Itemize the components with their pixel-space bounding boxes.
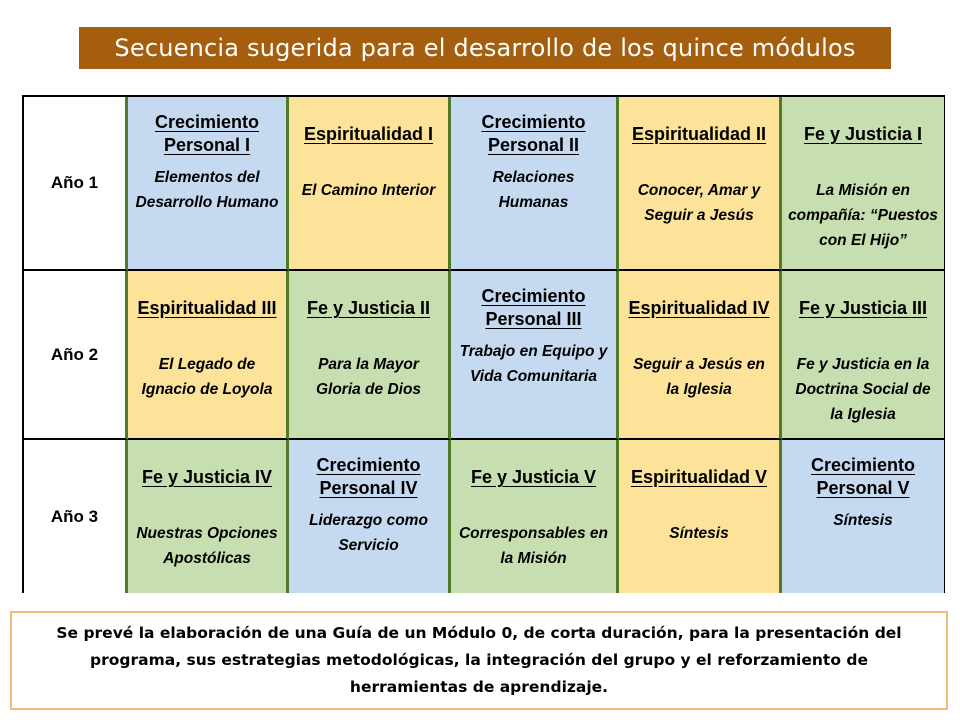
- module-cell: [128, 97, 289, 271]
- module-subtitle: Para la Mayor Gloria de Dios: [315, 356, 422, 398]
- module-title: Espiritualidad V: [630, 467, 768, 487]
- module-cell: [128, 440, 289, 593]
- module-cell: [289, 97, 451, 271]
- module-cell: [782, 271, 944, 440]
- module-subtitle: Conocer, Amar y Seguir a Jesús: [637, 182, 761, 224]
- module-subtitle: Seguir a Jesús en la Iglesia: [633, 356, 765, 398]
- module-subtitle: Corresponsables en la Misión: [458, 525, 609, 567]
- year-label: Año 1: [24, 97, 128, 271]
- module-subtitle: Síntesis: [669, 525, 729, 542]
- module-cell: [619, 271, 782, 440]
- module-cell: [619, 440, 782, 593]
- module-subtitle: Liderazgo como Servicio: [309, 512, 428, 554]
- module-cell: [289, 271, 451, 440]
- module-subtitle: Elementos del Desarrollo Humano: [135, 169, 279, 211]
- module-cell: [128, 271, 289, 440]
- footnote-box: Se prevé la elaboración de una Guía de un Módulo 0, de corta duración, para la presentación del programa, sus estrategias metodológicas, la integración del grupo y el reforzamiento de herramientas de aprendizaje.: [10, 611, 948, 710]
- module-cell: [619, 97, 782, 271]
- module-subtitle: Fe y Justicia en la Doctrina Social de la Iglesia: [795, 356, 931, 423]
- module-subtitle: La Misión en compañía: “Puestos con El Hijo”: [788, 182, 938, 249]
- module-cell: [289, 440, 451, 593]
- page-title: Secuencia sugerida para el desarrollo de los quince módulos: [79, 27, 891, 69]
- module-cell: [451, 440, 619, 593]
- module-title: Crecimiento Personal I: [154, 112, 260, 155]
- year-label: Año 3: [24, 440, 128, 593]
- module-title: Crecimiento Personal II: [481, 112, 586, 155]
- module-title: Espiritualidad I: [303, 124, 434, 144]
- module-cell: [451, 271, 619, 440]
- module-subtitle: Síntesis: [833, 512, 893, 529]
- module-sequence-table: [22, 95, 945, 593]
- year-label: Año 2: [24, 271, 128, 440]
- module-title: Crecimiento Personal III: [481, 286, 586, 329]
- module-subtitle: El Camino Interior: [301, 182, 436, 199]
- module-cell: [782, 440, 944, 593]
- module-title: Crecimiento Personal IV: [316, 455, 421, 498]
- module-subtitle: El Legado de Ignacio de Loyola: [141, 356, 273, 398]
- module-title: Crecimiento Personal V: [810, 455, 916, 498]
- module-subtitle: Relaciones Humanas: [492, 169, 575, 211]
- module-title: Fe y Justicia II: [306, 298, 431, 318]
- module-cell: [782, 97, 944, 271]
- module-title: Espiritualidad II: [631, 124, 767, 144]
- module-title: Fe y Justicia IV: [141, 467, 273, 487]
- module-subtitle: Nuestras Opciones Apostólicas: [136, 525, 278, 567]
- module-title: Fe y Justicia I: [803, 124, 923, 144]
- module-subtitle: Trabajo en Equipo y Vida Comunitaria: [459, 343, 608, 385]
- module-title: Fe y Justicia III: [798, 298, 928, 318]
- module-title: Fe y Justicia V: [470, 467, 597, 487]
- module-cell: [451, 97, 619, 271]
- module-title: Espiritualidad IV: [628, 298, 770, 318]
- module-title: Espiritualidad III: [137, 298, 277, 318]
